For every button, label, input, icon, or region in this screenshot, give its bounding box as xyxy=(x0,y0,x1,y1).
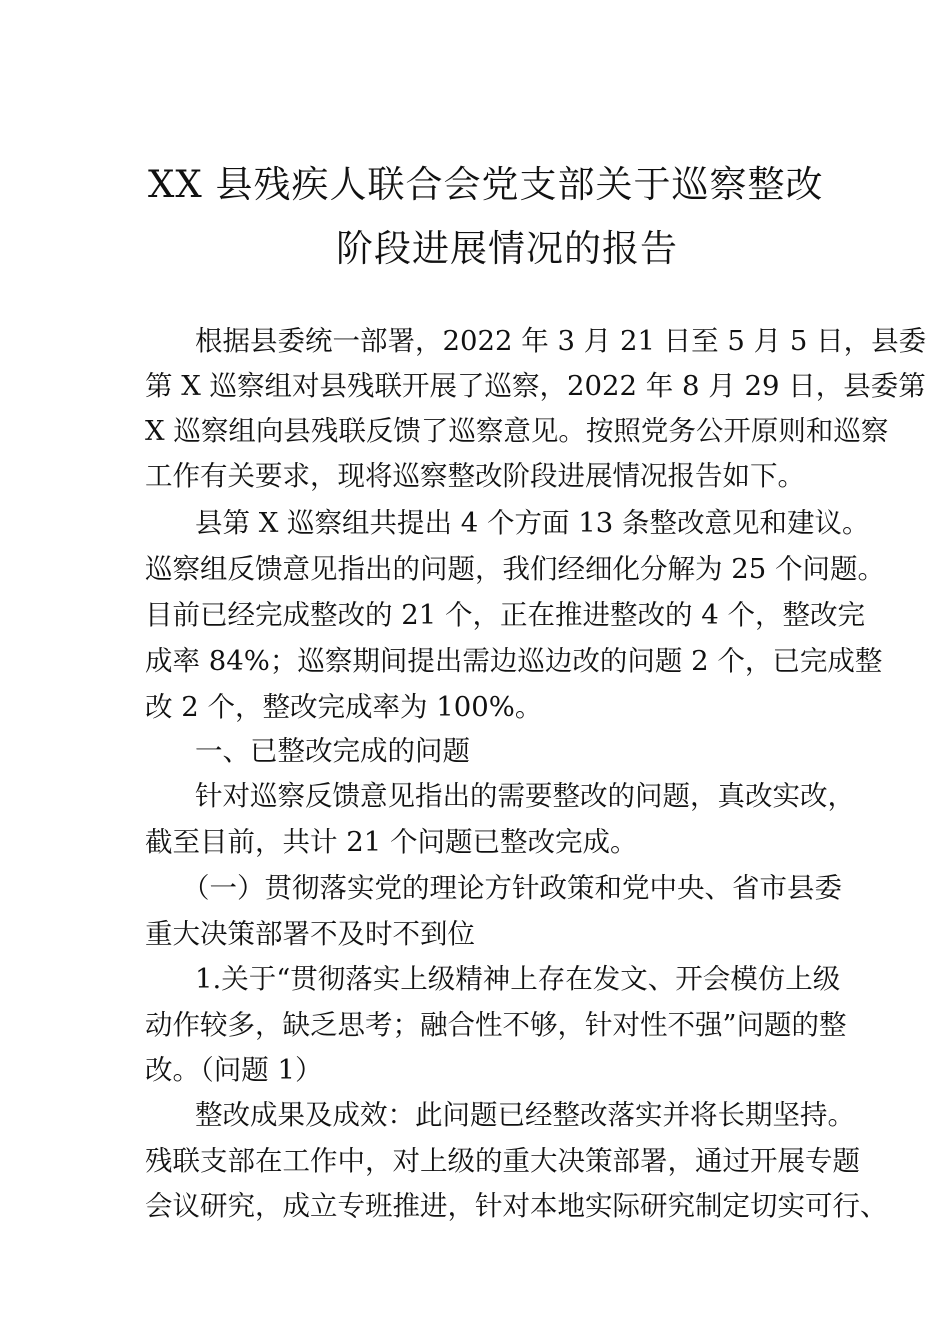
paragraph-line: 巡察组反馈意见指出的问题，我们经细化分解为 25 个问题。 xyxy=(145,553,885,585)
paragraph-line: 成率 84%；巡察期间提出需边巡边改的问题 2 个，已完成整 xyxy=(145,645,883,677)
item-heading: 1.关于“贯彻落实上级精神上存在发文、开会模仿上级 xyxy=(195,963,841,995)
paragraph-line: X 巡察组向县残联反馈了巡察意见。按照党务公开原则和巡察 xyxy=(145,415,889,447)
item-heading: 改。（问题 1） xyxy=(145,1054,323,1086)
paragraph-line: 县第 X 巡察组共提出 4 个方面 13 条整改意见和建议。 xyxy=(195,507,870,539)
section-heading: 一、已整改完成的问题 xyxy=(195,735,470,767)
subsection-heading: （一）贯彻落实党的理论方针政策和党中央、省市县委 xyxy=(182,872,842,904)
paragraph-line: 根据县委统一部署，2022 年 3 月 21 日至 5 月 5 日，县委 xyxy=(195,325,927,357)
paragraph-line: 截至目前，共计 21 个问题已整改完成。 xyxy=(145,826,638,858)
subsection-heading: 重大决策部署不及时不到位 xyxy=(145,918,475,950)
item-heading: 动作较多，缺乏思考；融合性不够，针对性不强”问题的整 xyxy=(145,1009,847,1041)
paragraph-line: 整改成果及成效：此问题已经整改落实并将长期坚持。 xyxy=(195,1099,855,1131)
paragraph-line: 工作有关要求，现将巡察整改阶段进展情况报告如下。 xyxy=(145,460,805,492)
report-title-line-2: 阶段进展情况的报告 xyxy=(336,227,678,270)
paragraph-line: 第 X 巡察组对县残联开展了巡察，2022 年 8 月 29 日，县委第 xyxy=(145,370,926,402)
paragraph-line: 针对巡察反馈意见指出的需要整改的问题，真改实改， xyxy=(195,780,855,812)
paragraph-line: 目前已经完成整改的 21 个，正在推进整改的 4 个，整改完 xyxy=(145,599,865,631)
paragraph-line: 改 2 个，整改完成率为 100%。 xyxy=(145,691,543,723)
paragraph-line: 会议研究，成立专班推进，针对本地实际研究制定切实可行、 xyxy=(145,1190,888,1222)
report-title-line-1: XX 县残疾人联合会党支部关于巡察整改 xyxy=(148,163,824,206)
paragraph-line: 残联支部在工作中，对上级的重大决策部署，通过开展专题 xyxy=(145,1145,860,1177)
